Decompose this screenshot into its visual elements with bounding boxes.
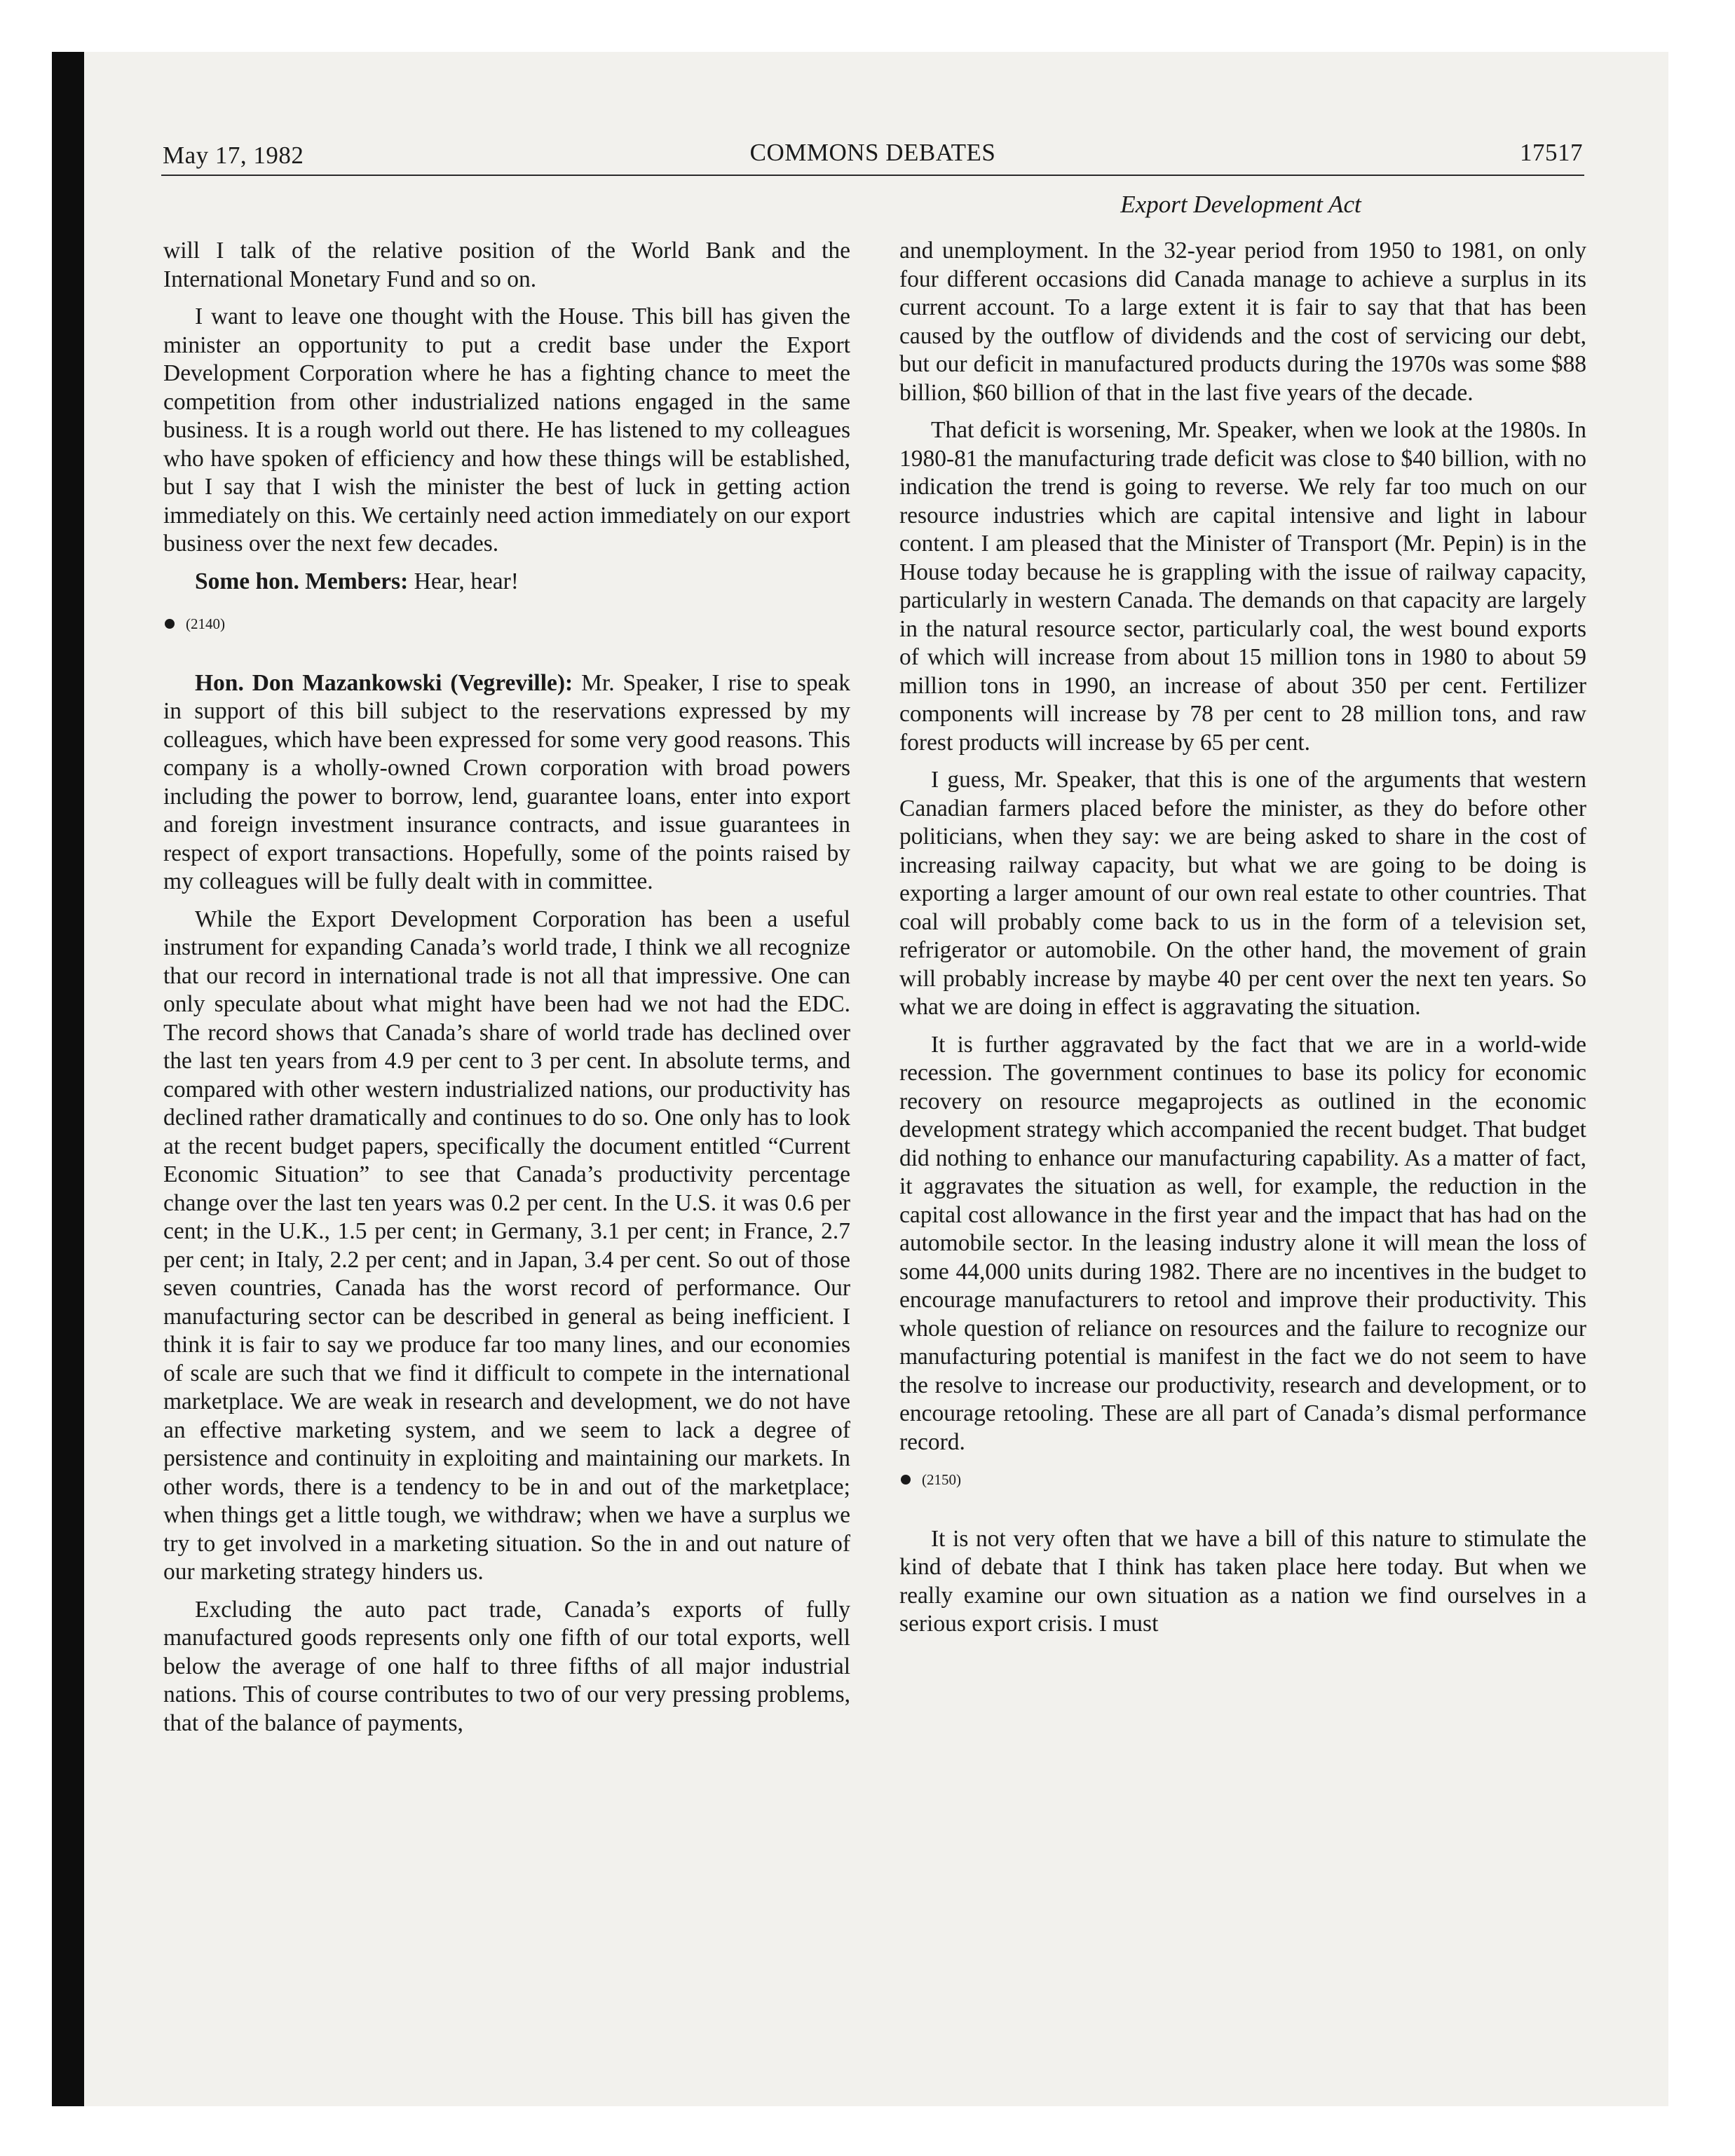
paragraph: While the Export Development Corporation has been a useful instrument for expanding Canada’s world trade, I think we all recognize that our record in international trade is not all that impressive. One can only speculate about what might have been had we not had the EDC. The record shows that Canada’s share of world trade has declined over the last ten years from 4.9 per cent to 3 per cent. In absolute terms, and compared with other western industrialized nations, our productivity has declined rather dramatically and continues to do so. One only has to look at the recent budget papers, specifically the document entitled “Current Economic Situation” to see that Canada’s productivity percentage change over the last ten years was 0.2 per cent. In the U.S. it was 0.6 per cent; in the U.K., 1.5 per cent; in Germany, 3.1 per cent; in France, 2.7 per cent; in Italy, 2.2 per cent; and in Japan, 3.4 per cent. So out of those seven countries, Canada has the worst record of performance. Our manufacturing sector can be described in general as being inefficient. I think it is fair to say we produce far too many lines, and our economies of scale are such that we find it difficult to compete in the international marketplace. We are weak in research and development, we do not have an effective marketing system, and we seem to lack a degree of persistence and continuity in exploiting and maintaining our markets. In other words, there is a tendency to be in and out of the marketplace; when things get a little tough, we withdraw; when we have a surplus we try to get involved in a marketing situation. So the in and out nature of our marketing strategy hinders us. [163, 906, 850, 1585]
paragraph: That deficit is worsening, Mr. Speaker, when we look at the 1980s. In 1980-81 the manufacturing trade deficit was close to $40 billion, with no indication the trend is going to reverse. We rely far too much on our resource industries which are capital intensive and light in labour content. I am pleased that the Minister of Transport (Mr. Pepin) is in the House today because he is grappling with the issue of railway capacity, particularly in western Canada. The demands on that capacity are largely in the natural resource sector, particularly coal, the west bound exports of which will increase from about 15 million tons in 1980 to about 59 million tons in 1990, an increase of about 350 per cent. Fertilizer components will increase by 78 per cent to 28 million tons, and raw forest products will increase by 65 per cent. [899, 417, 1586, 756]
paragraph: will I talk of the relative position of the World Bank and the International Monetary Fund and so on. [163, 238, 850, 292]
interjection-text: Hear, hear! [414, 568, 519, 594]
speaker-name: Hon. Don Mazankowski (Vegreville): [195, 669, 573, 696]
paragraph: It is not very often that we have a bill of this nature to stimulate the kind of debate that I think has taken place here today. But when we really examine our own situation as a nation we find ourselves in a serious export crisis. I must [899, 1525, 1586, 1637]
timestamp-marker [901, 1466, 1586, 1494]
header-rule [161, 175, 1584, 176]
section-title: Export Development Act [1120, 191, 1361, 218]
paragraph: I want to leave one thought with the House. This bill has given the minister an opportunity to put a credit base under the Export Development Corporation where he has a fighting chance to meet the competition from other industrialized nations engaged in the same business. It is a rough world out there. He has listened to my colleagues who have spoken of efficiency and how these things will be established, but I say that I wish the minister the best of luck in getting action immediately on this. We certainly need action immediately on our export business over the next few decades. [163, 303, 850, 557]
speech-text: Mr. Speaker, I rise to speak in support of this bill subject to the reservations expressed by my colleagues, which have been expressed for some very good reasons. This company is a wholly-owned Crown corporation with broad powers including the power to borrow, lend, guarantee loans, enter into export and foreign investment insurance contracts, and issue guarantees in respect of export transactions. Hopefully, some of the points raised by my colleagues will be fully dealt with in committee. [163, 669, 850, 894]
paragraph: It is further aggravated by the fact that we are in a world-wide recession. The government continues to base its policy for economic recovery on resource megaprojects as outlined in the economic development strategy which accompanied the recent budget. That budget did nothing to enhance our manufacturing capability. As a matter of fact, it aggravates the situation as well, for example, the reduction in the capital cost allowance in the first year and the impact that has had on the automobile sector. In the leasing industry alone it will mean the loss of some 44,000 units during 1982. There are no incentives in the budget to encourage manufacturers to retool and improve their productivity. This whole question of reliance on resources and the failure to recognize our manufacturing potential is manifest in the fact we do not seem to have the resolve to increase our productivity, research and development, or to encourage retooling. These are all part of Canada’s dismal performance record. [899, 1031, 1586, 1455]
right-column [899, 237, 1586, 1648]
paragraph [163, 669, 850, 896]
paragraph: Excluding the auto pact trade, Canada’s exports of fully manufactured goods represents only one fifth of our total exports, well below the average of one half to three fifths of all major industrial nations. This of course contributes to two of our very pressing problems, that of the balance of payments, [163, 1596, 850, 1736]
timestamp-marker [165, 610, 850, 639]
header-page-number: 17517 [1520, 139, 1583, 166]
header-publication: COMMONS DEBATES [749, 139, 996, 166]
bullet-icon [901, 1475, 911, 1485]
interjection [163, 568, 850, 596]
bullet-icon [165, 619, 175, 629]
speaker-name: Some hon. Members: [195, 568, 409, 594]
timestamp-text: (2140) [186, 615, 225, 632]
page-header [161, 139, 1584, 175]
paragraph: I guess, Mr. Speaker, that this is one of the arguments that western Canadian farmers placed before the minister, as they do before other politicians, when they say: we are being asked to share in the cost of increasing railway capacity, but what we are going to be doing is exporting a larger amount of our own real estate to other countries. That coal will probably come back to us in the form of a television set, refrigerator or automobile. On the other hand, the movement of grain will probably increase by maybe 40 per cent over the next ten years. So what we are doing in effect is aggravating the situation. [899, 767, 1586, 1020]
left-column [163, 237, 850, 1747]
header-date: May 17, 1982 [163, 142, 304, 169]
timestamp-text: (2150) [922, 1471, 961, 1488]
scan-border [52, 52, 84, 2106]
paragraph: and unemployment. In the 32-year period from 1950 to 1981, on only four different occasions did Canada manage to achieve a surplus in its current account. To a large extent it is fair to say that that has been caused by the outflow of dividends and the cost of servicing our debt, but our deficit in manufactured products during the 1970s was some $88 billion, $60 billion of that in the last five years of the decade. [899, 238, 1586, 406]
